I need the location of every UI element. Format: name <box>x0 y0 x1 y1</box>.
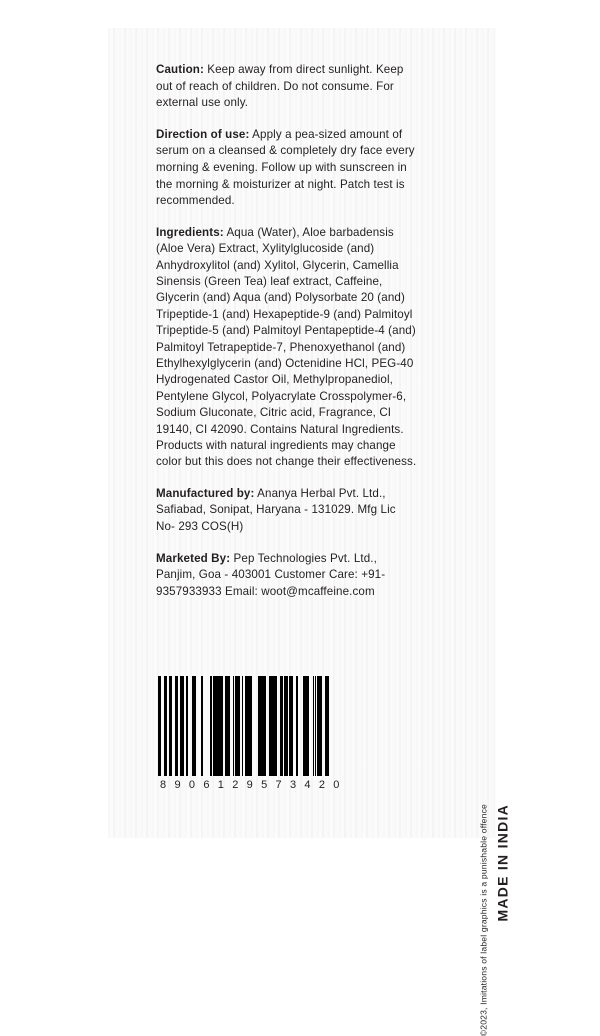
barcode-digits <box>158 779 342 791</box>
section-manufactured-by <box>156 486 418 536</box>
caution-body: Keep away from direct sunlight. Keep out of reach of children. Do not consume. For external use only. <box>156 63 404 110</box>
barcode-digit: 2 <box>318 779 326 791</box>
barcode-digit: 8 <box>160 779 167 791</box>
section-caution <box>156 62 418 112</box>
manufactured-paragraph <box>156 486 418 536</box>
caution-paragraph <box>156 62 418 112</box>
direction-paragraph <box>156 127 418 210</box>
barcode-digit: 6 <box>203 779 210 791</box>
manufactured-body: Ananya Herbal Pvt. Ltd., Safiabad, Sonipat, Haryana - 131029. Mfg Lic No- 293 COS(H) <box>156 486 396 534</box>
marketed-heading: Marketed By: <box>156 551 231 565</box>
section-ingredients <box>156 225 418 471</box>
barcode-digit: 3 <box>289 779 297 791</box>
barcode-digit: 0 <box>188 779 196 791</box>
marketed-paragraph <box>156 551 418 601</box>
barcode-digit: 7 <box>275 779 283 791</box>
barcode-digit: 0 <box>333 779 340 791</box>
direction-heading: Direction of use: <box>156 127 250 141</box>
barcode-digit: 1 <box>217 779 225 791</box>
barcode-digit: 9 <box>174 779 182 791</box>
manufactured-heading: Manufactured by: <box>156 486 255 500</box>
section-marketed-by <box>156 551 418 601</box>
barcode-digit: 2 <box>232 779 239 791</box>
ingredients-paragraph <box>156 225 418 471</box>
barcode-bars <box>158 676 342 776</box>
ingredients-body: Aqua (Water), Aloe barbadensis (Aloe Vera) Extract, Xylitylglucoside (and) Anhydroxylitol (and) Xylitol, Glycerin, Camellia Sinensis (Green Tea) leaf extract, Caffeine, Glycerin (and) Aqua (and) Polysorbate 20 (and) Tripeptide-1 (and) Hexapeptide-9 (and) Palmitoyl Tripeptide-5 (and) Palmitoyl Pentapeptide-4 (and) Palmitoyl Tetrapeptide-7, Phenoxyethanol (and) Ethylhexylglycerin (and) Octenidine HCl, PEG-40 Hydrogenated Castor Oil, Methylpropanediol, Pentylene Glycol, Polyacrylate Crosspolymer-6, Sodium Gluconate, Citric acid, Fragrance, CI 19140, CI 42090. Contains Natural Ingredients. Products with natural ingredients may change color but this does not change their effectiveness. <box>156 225 417 469</box>
barcode-digit: 9 <box>246 779 254 791</box>
made-in-india-text: MADE IN INDIA <box>494 804 510 922</box>
section-direction-of-use <box>156 127 418 210</box>
barcode-digit: 5 <box>261 779 268 791</box>
copyright-notice: ©2023, Imitations of label graphics is a punishable offence <box>478 804 488 1036</box>
caution-heading: Caution: <box>156 63 204 76</box>
label-text-content <box>156 62 418 615</box>
marketed-body: Pep Technologies Pvt. Ltd., Panjim, Goa - 403001 Customer Care: +91-9357933933 Email: woot@mcaffeine.com <box>156 551 386 598</box>
barcode-digit: 4 <box>304 779 312 791</box>
barcode <box>158 676 342 791</box>
ingredients-heading: Ingredients: <box>156 225 224 239</box>
direction-body: Apply a pea-sized amount of serum on a cleansed & completely dry face every morning & evening. Follow up with sunscreen in the morning & moisturizer at night. Patch test is recommended. <box>156 127 415 208</box>
